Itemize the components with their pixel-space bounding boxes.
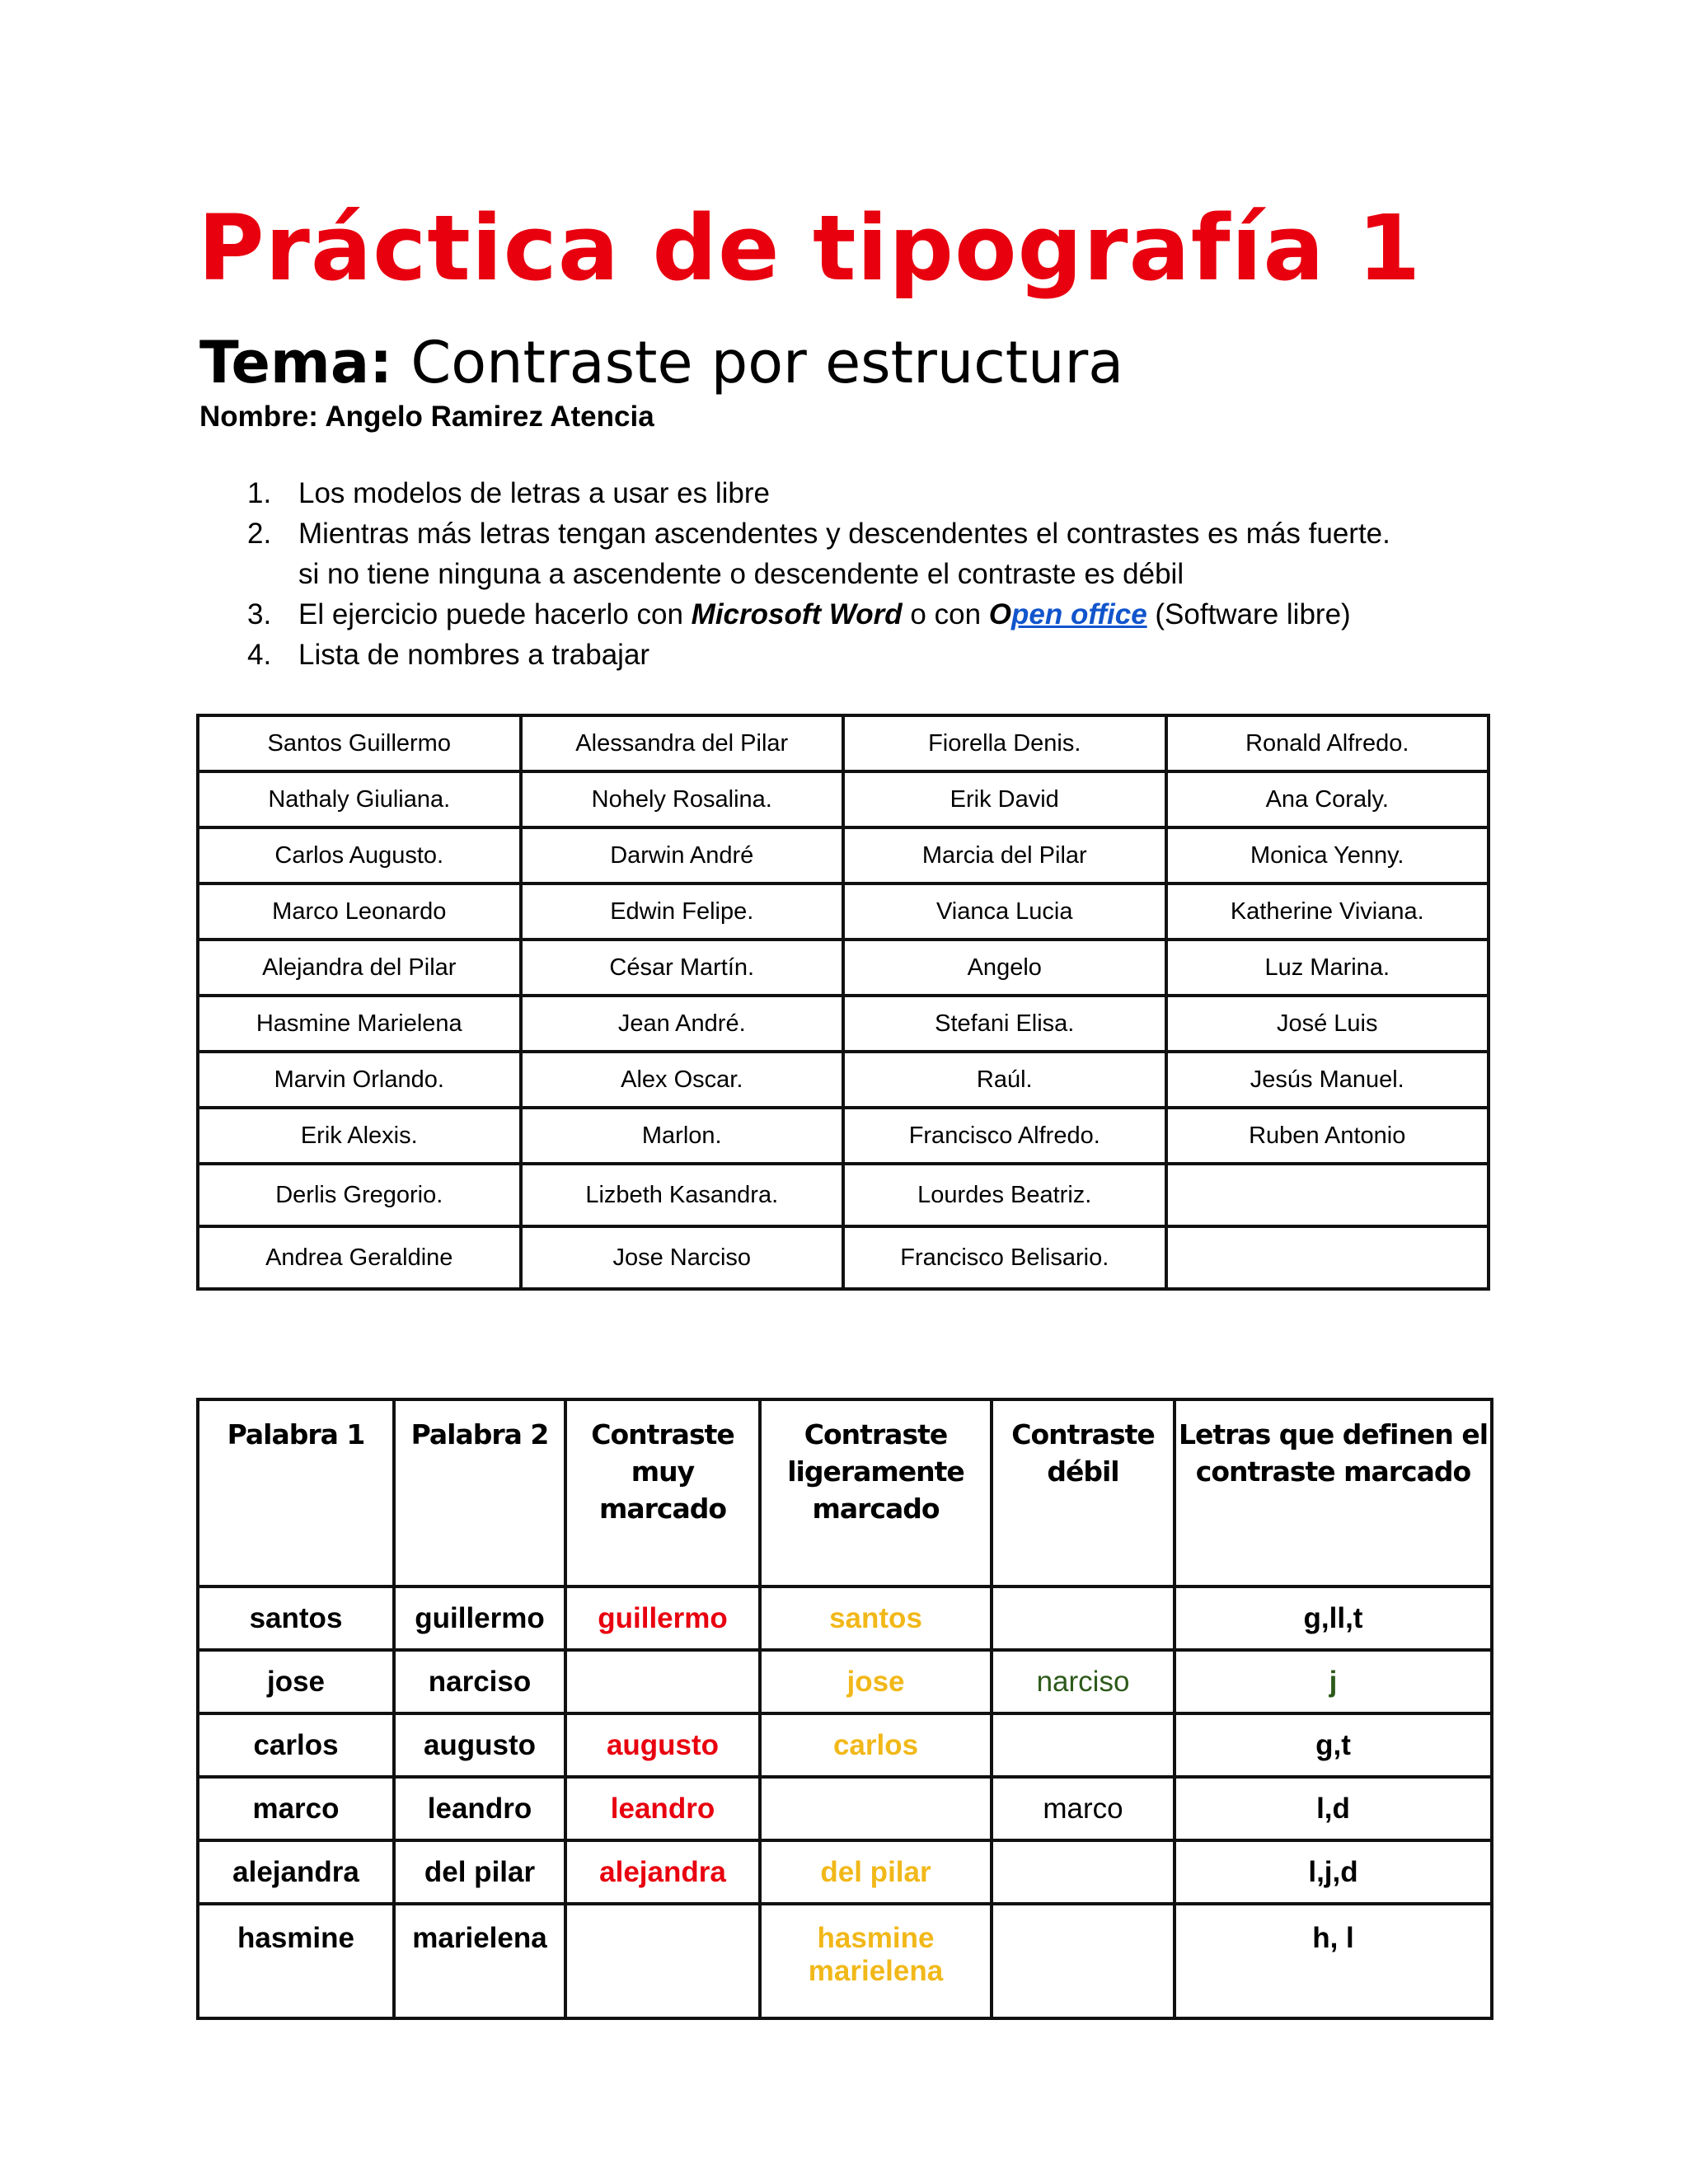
table-cell: Monica Yenny. <box>1166 827 1489 883</box>
cell-text: marielena <box>808 1955 944 1987</box>
table-row <box>198 1226 1489 1289</box>
table-cell: Carlos Augusto. <box>198 827 521 883</box>
table-cell: Marco Leonardo <box>198 883 521 940</box>
table-row <box>198 1713 1492 1777</box>
table-cell: Erik Alexis. <box>198 1108 521 1164</box>
debil-cell <box>992 1840 1175 1904</box>
letras-cell: g,ll,t <box>1175 1586 1492 1650</box>
table-cell: Stefani Elisa. <box>843 996 1166 1052</box>
palabra-2-cell: augusto <box>394 1713 565 1777</box>
palabra-2-cell: narciso <box>394 1650 565 1713</box>
instruction-item <box>247 513 1500 594</box>
table-row <box>198 883 1489 940</box>
table-row <box>198 771 1489 827</box>
item-text: o con <box>902 598 989 630</box>
ligeramente-marcado-cell: jose <box>760 1650 992 1713</box>
muy-marcado-cell: augusto <box>565 1713 760 1777</box>
ligeramente-marcado-cell: del pilar <box>760 1840 992 1904</box>
table-row <box>198 996 1489 1052</box>
table-row <box>198 940 1489 996</box>
ligeramente-marcado-cell: santos <box>760 1586 992 1650</box>
table-cell: Edwin Felipe. <box>521 883 844 940</box>
header-text: marcado <box>812 1493 940 1525</box>
page-title: Práctica de tipografía 1 <box>198 195 1422 301</box>
table-cell: Francisco Belisario. <box>843 1226 1166 1289</box>
table-cell: Darwin André <box>521 827 844 883</box>
instruction-item <box>247 594 1500 635</box>
software-name: Microsoft Word <box>691 598 903 630</box>
column-header-palabra-1 <box>198 1399 394 1586</box>
item-text: Los modelos de letras a usar es libre <box>298 477 770 509</box>
table-cell: César Martín. <box>521 940 844 996</box>
table-cell: José Luis <box>1166 996 1489 1052</box>
header-text: Contraste <box>1011 1418 1155 1451</box>
table-row <box>198 715 1489 771</box>
item-text: Lista de nombres a trabajar <box>298 639 650 671</box>
header-text: contraste marcado <box>1195 1455 1471 1488</box>
item-number: 3. <box>247 598 272 630</box>
table-cell: Raúl. <box>843 1052 1166 1108</box>
table-cell: Katherine Viviana. <box>1166 883 1489 940</box>
header-text: Contraste <box>591 1418 734 1451</box>
muy-marcado-cell <box>565 1650 760 1713</box>
table-cell: Lourdes Beatriz. <box>843 1164 1166 1226</box>
topic-line <box>199 330 1123 396</box>
item-number: 2. <box>247 518 272 550</box>
palabra-1-cell: santos <box>198 1586 394 1650</box>
header-text: ligeramente <box>787 1455 964 1488</box>
header-text: muy <box>631 1455 695 1488</box>
column-header-letras <box>1175 1399 1492 1586</box>
table-row <box>198 1108 1489 1164</box>
table-cell: Hasmine Marielena <box>198 996 521 1052</box>
table-cell: Jose Narciso <box>521 1226 844 1289</box>
palabra-1-cell: hasmine <box>198 1904 394 2018</box>
table-row <box>198 1840 1492 1904</box>
table-cell: Lizbeth Kasandra. <box>521 1164 844 1226</box>
contrast-table <box>196 1398 1493 2020</box>
cell-text: hasmine <box>817 1922 935 1954</box>
table-row <box>198 827 1489 883</box>
header-text: Contraste <box>804 1418 948 1451</box>
table-cell: Nohely Rosalina. <box>521 771 844 827</box>
palabra-2-cell: guillermo <box>394 1586 565 1650</box>
column-header-contraste-debil <box>992 1399 1175 1586</box>
item-text: El ejercicio puede hacerlo con <box>298 598 692 630</box>
table-cell: Jean André. <box>521 996 844 1052</box>
table-cell: Alex Oscar. <box>521 1052 844 1108</box>
table-cell: Ruben Antonio <box>1166 1108 1489 1164</box>
table-cell: Fiorella Denis. <box>843 715 1166 771</box>
table-cell: Andrea Geraldine <box>198 1226 521 1289</box>
table-row <box>198 1650 1492 1713</box>
ligeramente-marcado-cell: carlos <box>760 1713 992 1777</box>
palabra-1-cell: alejandra <box>198 1840 394 1904</box>
table-row <box>198 1052 1489 1108</box>
header-text: débil <box>1047 1455 1119 1488</box>
table-cell: Marvin Orlando. <box>198 1052 521 1108</box>
muy-marcado-cell: alejandra <box>565 1840 760 1904</box>
item-text: (Software libre) <box>1146 598 1351 630</box>
debil-cell: narciso <box>992 1650 1175 1713</box>
table-cell: Alessandra del Pilar <box>521 715 844 771</box>
table-row <box>198 1164 1489 1226</box>
table-cell: Marcia del Pilar <box>843 827 1166 883</box>
ligeramente-marcado-cell <box>760 1904 992 2018</box>
item-text: Mientras más letras tengan ascendentes y descendentes el contrastes es más fuerte. <box>298 518 1390 550</box>
letras-cell: l,d <box>1175 1777 1492 1840</box>
header-text: Palabra 1 <box>227 1418 365 1451</box>
debil-cell <box>992 1586 1175 1650</box>
topic-label: Tema: <box>199 329 393 396</box>
table-cell: Ronald Alfredo. <box>1166 715 1489 771</box>
debil-cell <box>992 1713 1175 1777</box>
table-cell <box>1166 1164 1489 1226</box>
table-row <box>198 1904 1492 2018</box>
table-cell: Derlis Gregorio. <box>198 1164 521 1226</box>
palabra-1-cell: carlos <box>198 1713 394 1777</box>
palabra-1-cell: marco <box>198 1777 394 1840</box>
muy-marcado-cell <box>565 1904 760 2018</box>
instruction-list <box>247 473 1500 675</box>
item-number: 1. <box>247 477 272 509</box>
muy-marcado-cell: guillermo <box>565 1586 760 1650</box>
instruction-item <box>247 635 1500 675</box>
letras-cell: h, l <box>1175 1904 1492 2018</box>
palabra-2-cell: leandro <box>394 1777 565 1840</box>
column-header-palabra-2 <box>394 1399 565 1586</box>
table-cell: Angelo <box>843 940 1166 996</box>
table-cell: Jesús Manuel. <box>1166 1052 1489 1108</box>
names-table <box>196 714 1490 1291</box>
debil-cell <box>992 1904 1175 2018</box>
table-row <box>198 1586 1492 1650</box>
column-header-contraste-muy-marcado <box>565 1399 760 1586</box>
item-text: si no tiene ninguna a ascendente o descendente el contraste es débil <box>298 558 1184 590</box>
table-cell: Luz Marina. <box>1166 940 1489 996</box>
table-cell: Francisco Alfredo. <box>843 1108 1166 1164</box>
table-cell: Vianca Lucia <box>843 883 1166 940</box>
column-header-contraste-ligeramente-marcado <box>760 1399 992 1586</box>
table-row <box>198 1777 1492 1840</box>
table-cell <box>1166 1226 1489 1289</box>
openoffice-initial: O <box>988 598 1011 630</box>
debil-cell: marco <box>992 1777 1175 1840</box>
table-cell: Marlon. <box>521 1108 844 1164</box>
palabra-2-cell: marielena <box>394 1904 565 2018</box>
table-cell: Nathaly Giuliana. <box>198 771 521 827</box>
header-text: Palabra 2 <box>410 1418 549 1451</box>
letras-cell: j <box>1175 1650 1492 1713</box>
openoffice-link[interactable]: pen office <box>1011 598 1147 630</box>
student-name: Nombre: Angelo Ramirez Atencia <box>199 401 654 433</box>
ligeramente-marcado-cell <box>760 1777 992 1840</box>
table-cell: Erik David <box>843 771 1166 827</box>
palabra-2-cell: del pilar <box>394 1840 565 1904</box>
table-cell: Santos Guillermo <box>198 715 521 771</box>
table-cell: Ana Coraly. <box>1166 771 1489 827</box>
instruction-item <box>247 473 1500 513</box>
palabra-1-cell: jose <box>198 1650 394 1713</box>
letras-cell: g,t <box>1175 1713 1492 1777</box>
header-text: Letras que definen el <box>1178 1418 1489 1451</box>
header-text: marcado <box>598 1493 727 1525</box>
item-number: 4. <box>247 639 272 671</box>
header-row <box>198 1399 1492 1586</box>
topic-value: Contraste por estructura <box>410 329 1124 396</box>
letras-cell: l,j,d <box>1175 1840 1492 1904</box>
table-cell: Alejandra del Pilar <box>198 940 521 996</box>
muy-marcado-cell: leandro <box>565 1777 760 1840</box>
